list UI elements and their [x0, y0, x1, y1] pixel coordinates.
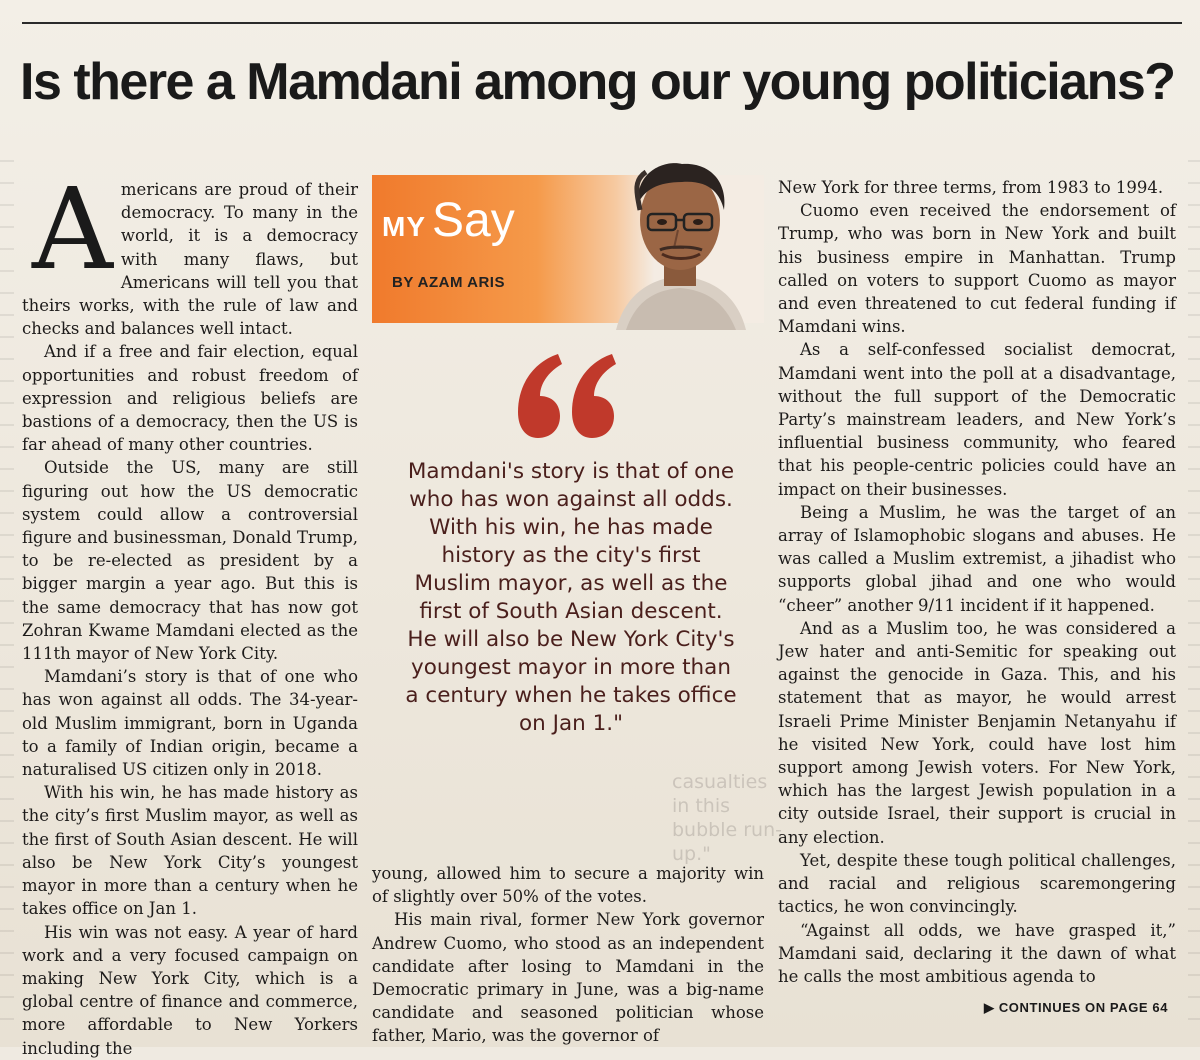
continues-on-page: [984, 1000, 1168, 1016]
paragraph-text: mericans are proud of their democracy. To many in the world, it is a democracy with many flaws, but Americans will tell you that theirs works, with the rule of law and checks and balances well intact.: [22, 180, 358, 339]
top-rule: [22, 4, 1182, 24]
paragraph: Being a Muslim, he was the target of an array of Islamophobic slogans and abuses. He was called a Muslim extremist, a jihadist who supports global jihad and one who would “cheer” another 9/11 incident if it happened.: [778, 502, 1176, 615]
pull-quote: Mamdani's story is that of one who has won against all odds. With his win, he has made history as the city's first Muslim mayor, as well as the first of South Asian descent. He will also be New York City's youngest mayor in more than a century when he takes office on Jan 1.": [405, 459, 737, 736]
paragraph: Cuomo even received the endorsement of Trump, who was born in New York and built his business empire in Manhattan. Trump called on voters to support Cuomo as mayor and even threatened to cut federal funding if Mamdani wins.: [778, 201, 1176, 337]
byline: BY AZAM ARIS: [392, 274, 505, 291]
paragraph: His win was not easy. A year of hard work and a very focused campaign on making New York City, which is a global centre of finance and commerce, more affordable to New Yorkers including the: [22, 922, 358, 1058]
article-column-2: [372, 862, 764, 1048]
paragraph: Yet, despite these tough political challenges, and racial and religious scaremongering tactics, he won convincingly.: [778, 850, 1176, 917]
paragraph: [22, 165, 358, 340]
arrow-right-icon: ▶: [984, 1000, 999, 1015]
paragraph: And if a free and fair election, equal opportunities and robust freedom of expression and religious beliefs are bastions of a democracy, then the US is far ahead of many other countries.: [22, 342, 358, 455]
column-logo: [382, 193, 515, 248]
headline: Is there a Mamdani among our young politicians?: [20, 53, 1175, 111]
show-through-text: casualties in this bubble run-up.": [672, 771, 782, 865]
article-column-1: [22, 165, 358, 1060]
adjacent-page-bleed-left: [0, 160, 14, 1020]
continues-text: CONTINUES ON PAGE 64: [998, 1000, 1169, 1015]
adjacent-page-bleed-right: [1188, 160, 1200, 1020]
paragraph: “Against all odds, we have grasped it,” Mamdani said, declaring it the dawn of what he calls the most ambitious agenda to: [778, 920, 1176, 986]
paragraph: His main rival, former New York governor Andrew Cuomo, who stood as an independent candidate after losing to Mamdani in the Democratic primary in June, was a big-name candidate and seasoned politician whose father, Mario, was the governor of: [372, 910, 764, 1046]
paragraph: As a self-confessed socialist democrat, Mamdani went into the poll at a disadvantage, without the full support of the Democratic Party’s mainstream leaders, and New York’s influential business community, who feared that his people-centric policies could have an impact on their businesses.: [778, 340, 1176, 499]
paragraph: With his win, he has made history as the city’s first Muslim mayor, as well as the first of South Asian descent. He will also be New York City’s youngest mayor in more than a century when he takes office on Jan 1.: [22, 783, 358, 919]
article-column-3: [778, 176, 1176, 988]
quote-mark-icon: [508, 340, 628, 440]
author-portrait: [596, 150, 764, 330]
paragraph: Mamdani’s story is that of one who has won against all odds. The 34-year-old Muslim immigrant, born in Uganda to a family of Indian origin, became a naturalised US citizen only in 2018.: [22, 667, 358, 780]
column-logo-my: MY: [382, 211, 426, 242]
column-logo-say: Say: [432, 194, 515, 247]
paragraph: young, allowed him to secure a majority win of slightly over 50% of the votes.: [372, 864, 764, 907]
drop-cap: A: [32, 165, 113, 295]
paragraph: New York for three terms, from 1983 to 1994.: [778, 178, 1164, 197]
paragraph: Outside the US, many are still figuring out how the US democratic system could allow a controversial figure and businessman, Donald Trump, to be re-elected as president by a bigger margin a year ago. But this is the same democracy that has now got Zohran Kwame Mamdani elected as the 111th mayor of New York City.: [22, 458, 358, 664]
paragraph: And as a Muslim too, he was considered a Jew hater and anti-Semitic for speaking out against the genocide in Gaza. This, and his statement that as mayor, he would arrest Israeli Prime Minister Benjamin Netanyahu if he visited New York, could have lost him support among Jewish voters. For New York, which has the largest Jewish population in a city outside Israel, their support is crucial in any election.: [778, 618, 1176, 847]
